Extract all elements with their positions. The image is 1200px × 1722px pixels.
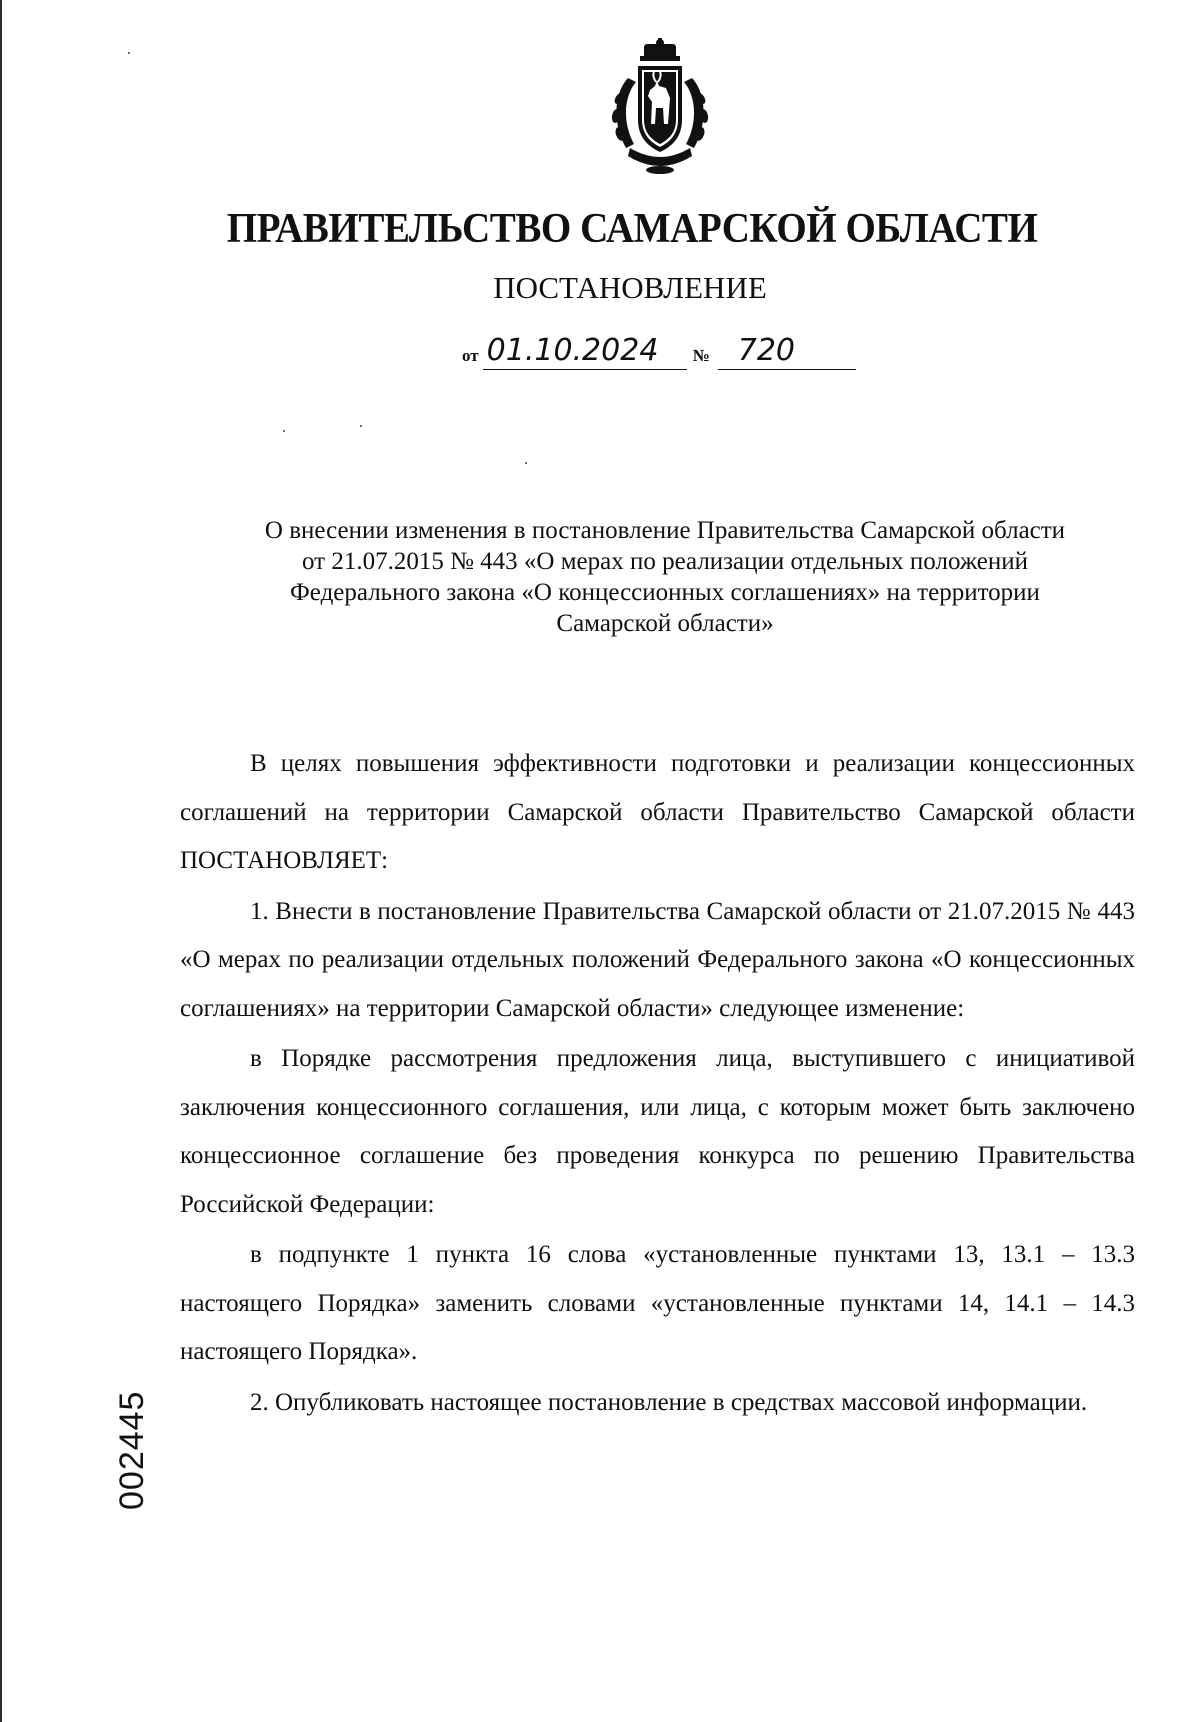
paragraph-item-2: 2. Опубликовать настоящее постановление в средствах массовой информации. — [250, 1388, 1088, 1416]
scan-edge — [0, 0, 2, 1722]
scan-speck — [128, 52, 130, 54]
registration-side-number: 002445 — [113, 1390, 151, 1510]
paragraph-amendment: в подпункте 1 пункта 16 слова «установленные пунктами 13, 13.1 – 13.3 настоящего Порядка» заменить словами «установленные пунктами 14, 14.1 – 14.3 настоящего Порядка». — [180, 1241, 1135, 1365]
date-value: 01.10.2024 — [483, 333, 687, 370]
heading-line: Самарской области» — [556, 610, 774, 637]
number-label: № — [692, 346, 710, 365]
document-type: ПОСТАНОВЛЕНИЕ — [493, 270, 767, 305]
heading-line: О внесении изменения в постановление Правительства Самарской области — [264, 517, 1066, 544]
heading-line: Федерального закона «О концессионных соглашениях» на территории — [290, 579, 1040, 606]
government-title: ПРАВИТЕЛЬСТВО САМАРСКОЙ ОБЛАСТИ — [226, 206, 1038, 252]
paragraph-preamble: В целях повышения эффективности подготовки и реализации концессионных соглашений на территории Самарской области Правительство Самарской области ПОСТАНОВЛЯЕТ: — [180, 750, 1135, 874]
scan-speck — [283, 430, 285, 432]
heading-line: от 21.07.2015 № 443 «О мерах по реализации отдельных положений — [301, 548, 1029, 575]
date-number-line — [462, 330, 856, 370]
scan-speck — [525, 462, 527, 464]
samara-coat-of-arms-icon — [600, 38, 720, 178]
number-value: 720 — [718, 333, 856, 370]
document-body — [180, 740, 1135, 1427]
paragraph-procedure: в Порядке рассмотрения предложения лица, выступившего с инициативой заключения концессионного соглашения, или лица, с которым может быть заключено концессионное соглашение без проведения конкурса по решению Правительства Российской Федерации: — [180, 1045, 1135, 1218]
date-label: от — [462, 346, 479, 365]
paragraph-item-1: 1. Внести в постановление Правительства Самарской области от 21.07.2015 № 443 «О мерах по реализации отдельных положений Федерального закона «О концессионных соглашениях» на территории Самарской области» следующее изменение: — [180, 897, 1135, 1022]
scan-speck — [360, 425, 362, 427]
document-heading — [190, 515, 1140, 639]
